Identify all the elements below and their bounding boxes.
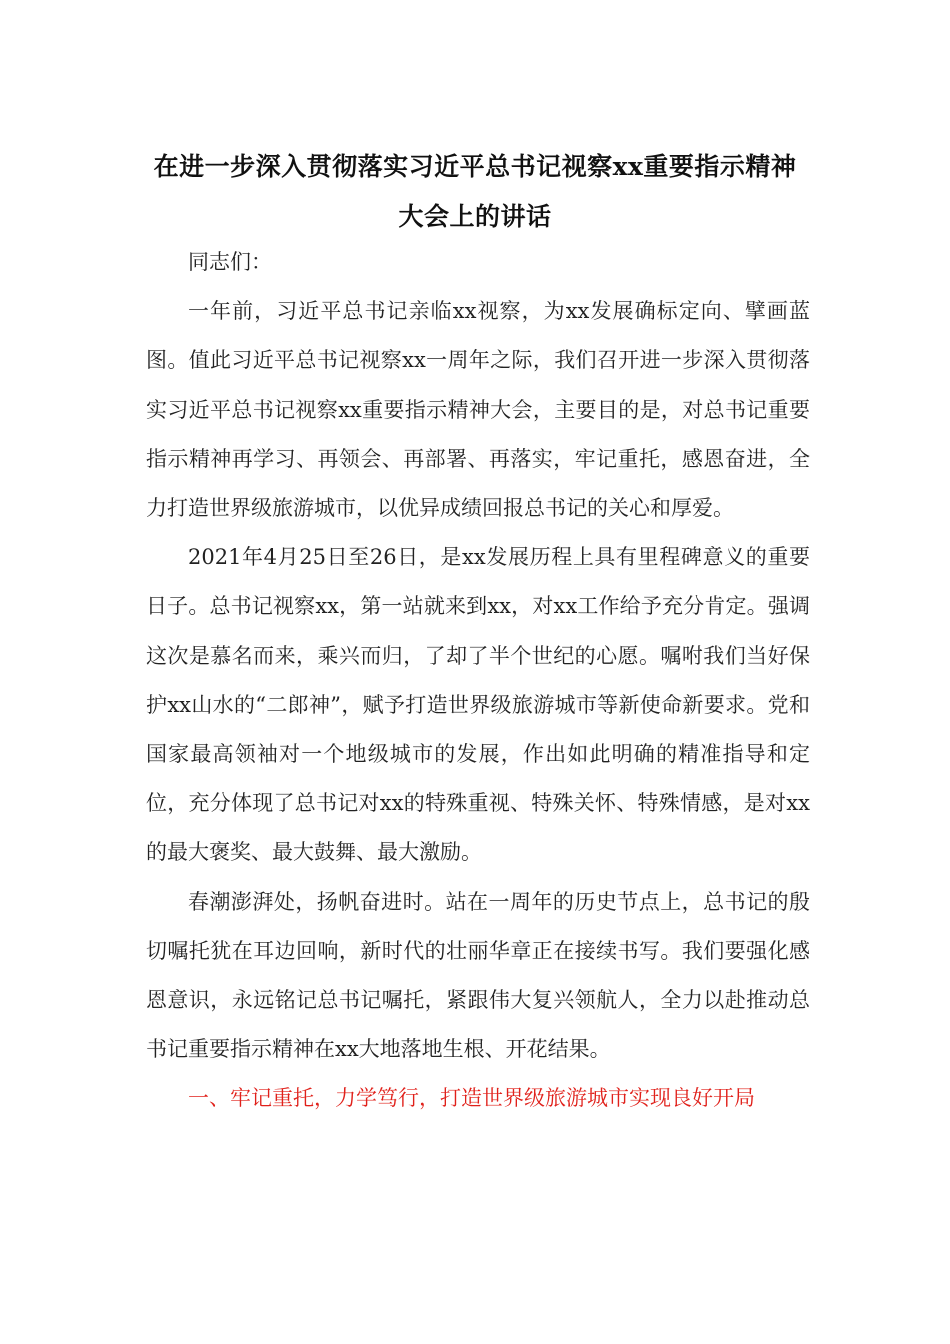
salutation: 同志们： (188, 250, 272, 274)
paragraph: 一年前，习近平总书记亲临xx视察，为xx发展确标定向、擘画蓝图。值此习近平总书记视察xx一周年之际，我们召开进一步深入贯彻落实习近平总书记视察xx重要指示精神大会，主要目的是，对总书记重要指示精神再学习、再领会、再部署、再落实，牢记重托，感恩奋进，全力打造世界级旅游城市，以优异成绩回报总书记的关心和厚爱。 (146, 299, 810, 521)
document-title-line-2: 大会上的讲话 (398, 202, 552, 231)
document-body (146, 238, 810, 1124)
section-heading: 一、牢记重托，力学笃行，打造世界级旅游城市实现良好开局 (188, 1086, 755, 1111)
document-title-line-1: 在进一步深入贯彻落实习近平总书记视察xx重要指示精神 (153, 152, 797, 181)
paragraph: 春潮澎湃处，扬帆奋进时。站在一周年的历史节点上，总书记的殷切嘱托犹在耳边回响，新时代的壮丽华章正在接续书写。我们要强化感恩意识，永远铭记总书记嘱托，紧跟伟大复兴领航人，全力以赴推动总书记重要指示精神在xx大地落地生根、开花结果。 (146, 889, 810, 1062)
paragraph: 2021年4月25日至26日，是xx发展历程上具有里程碑意义的重要日子。总书记视察xx，第一站就来到xx，对xx工作给予充分肯定。强调这次是慕名而来，乘兴而归，了却了半个世纪的心愿。嘱咐我们当好保护xx山水的“二郎神”，赋予打造世界级旅游城市等新使命新要求。党和国家最高领袖对一个地级城市的发展，作出如此明确的精准指导和定位，充分体现了总书记对xx的特殊重视、特殊关怀、特殊情感，是对xx的最大褒奖、最大鼓舞、最大激励。 (146, 545, 810, 865)
